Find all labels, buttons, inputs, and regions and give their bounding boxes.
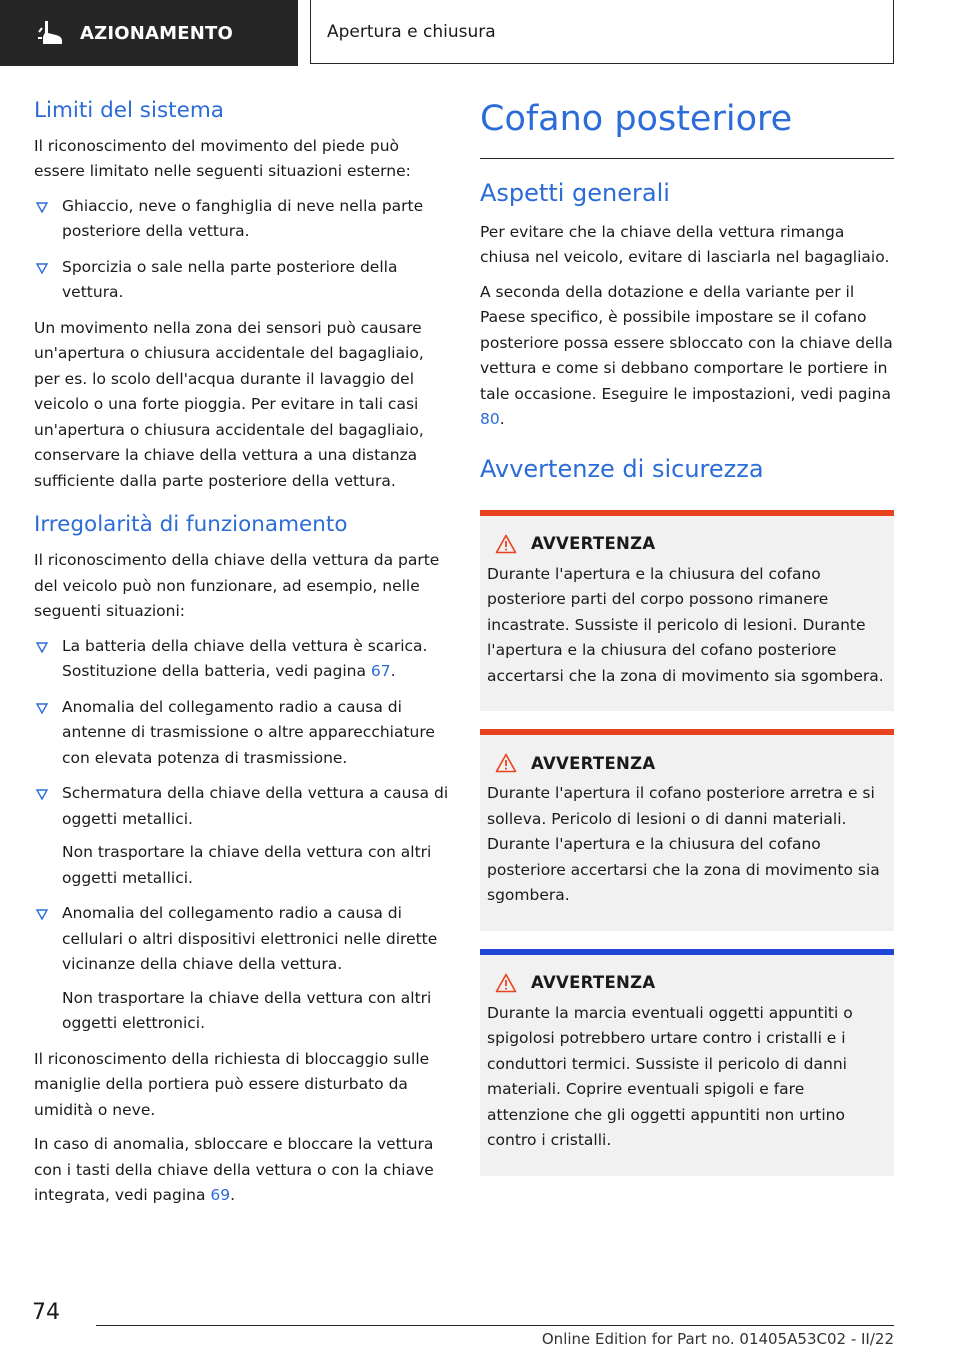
warning-title: AVVERTENZA [531,534,656,554]
triangle-bullet-icon [36,202,48,213]
general-para-1: Per evitare che la chiave della vettura rimanga chiusa nel veicolo, evitare di lasciarla nel bagagliaio. [480,222,890,267]
page-number: 74 [32,1300,60,1325]
warning-text: Durante l'apertura e la chiusura del cofano posteriore parti del corpo possono rimanere incastrate. Sussiste il pericolo di lesioni. Durante l'apertura e la chiusura del cofano posteriore accertarsi che la zona di movimento sia sgombera. [487,564,884,685]
foot-gesture-icon [36,18,66,48]
list-item [34,781,452,891]
warning-triangle-icon [495,753,517,773]
left-column [34,98,452,1218]
list-item-text: Anomalia del collegamento radio a causa di antenne di trasmissione o altre apparecchiature con elevata potenza di trasmissione. [62,697,435,767]
warning-box [480,510,894,712]
edition-note: Online Edition for Part no. 01405A53C02 - II/22 [541,1330,894,1348]
warning-triangle-icon [495,534,517,554]
limits-intro: Il riconoscimento del movimento del piede può essere limitato nelle seguenti situazioni esterne: [34,136,411,181]
chapter-header [310,0,894,64]
list-item [34,255,452,306]
warning-title: AVVERTENZA [531,973,656,993]
safety-heading: Avvertenze di sicurezza [480,454,764,483]
general-para-2: A seconda della dotazione e della variante per il Paese specifico, è possibile impostare se il cofano posteriore possa essere sbloccato con la chiave della vettura e come si debbano comportare le portiere in tale occasione. Eseguire le impostazioni, vedi pagina 80. [480,282,893,429]
triangle-bullet-icon [36,642,48,653]
list-item: La batteria della chiave della vettura è scarica. Sostituzione della batteria, vedi pagina 67. [34,634,452,685]
limits-heading: Limiti del sistema [34,98,224,123]
chapter-title: Apertura e chiusura [327,21,496,42]
malfunction-intro: Il riconoscimento della chiave della vettura da parte del veicolo può non funzionare, ad esempio, nelle seguenti situazioni: [34,551,440,621]
warning-triangle-icon [495,973,517,993]
malfunction-heading: Irregolarità di funzionamento [34,512,348,538]
list-item-text: Ghiaccio, neve o fanghiglia di neve nella parte posteriore della vettura. [62,196,424,241]
list-item [34,901,452,1037]
tailgate-heading: Cofano posteriore [480,99,793,139]
page-link-80[interactable]: 80 [480,410,500,429]
warning-text: Durante l'apertura il cofano posteriore arretra e si solleva. Pericolo di lesioni o di danni materiali. Durante l'apertura e la chiusura del cofano posteriore accertarsi che la zona di movimento sia sgombera. [487,784,880,905]
list-item-text: La batteria della chiave della vettura è scarica. Sostituzione della batteria, vedi pagina [62,636,428,681]
malfunction-para-1: Il riconoscimento della richiesta di bloccaggio sulle maniglie della portiera può essere disturbato da umidità o neve. [34,1049,430,1119]
heading-divider [480,158,894,159]
limits-outro: Un movimento nella zona dei sensori può causare un'apertura o chiusura accidentale del bagagliaio, per es. lo scolo dell'acqua durante il lavaggio del veicolo o una forte pioggia. Per evitare in tali casi un'apertura o chiusura accidentale del bagagliaio, conservare la chiave della vettura a una distanza sufficiente dalla parte posteriore della vettura. [34,318,424,490]
section-tab-label: AZIONAMENTO [80,22,234,44]
warning-box [480,949,894,1176]
triangle-bullet-icon [36,789,48,800]
malfunction-list [34,634,452,1037]
warning-title: AVVERTENZA [531,753,656,773]
list-item [34,695,452,772]
triangle-bullet-icon [36,703,48,714]
footer-divider [96,1325,894,1326]
limits-list [34,194,452,306]
section-tab [0,0,298,66]
page-link-67[interactable]: 67 [370,662,391,681]
list-item-note: Non trasportare la chiave della vettura con altri oggetti elettronici. [62,988,432,1033]
malfunction-para-2: In caso di anomalia, sbloccare e bloccare la vettura con i tasti della chiave della vettura o con la chiave integrata, vedi pagina 69. [34,1135,434,1205]
list-item-text: Sporcizia o sale nella parte posteriore della vettura. [62,257,398,302]
page-link-69[interactable]: 69 [210,1186,231,1205]
list-item-note: Non trasportare la chiave della vettura con altri oggetti metallici. [62,843,432,887]
list-item [34,194,452,245]
general-heading: Aspetti generali [480,179,670,207]
list-item-text: Anomalia del collegamento radio a causa di cellulari o altri dispositivi elettronici nelle dirette vicinanze della chiave della vettura. [62,904,438,974]
triangle-bullet-icon [36,909,48,920]
warning-text: Durante la marcia eventuali oggetti appuntiti o spigolosi potrebbero urtare contro i cristalli e i conduttori termici. Sussiste il pericolo di danni materiali. Coprire eventuali spigoli e fare attenzione che gli oggetti appuntiti non urtino contro i cristalli. [487,1003,853,1150]
list-item-text: Schermatura della chiave della vettura a causa di oggetti metallici. [62,784,449,828]
right-column [480,98,894,1194]
triangle-bullet-icon [36,263,48,274]
warning-box [480,729,894,931]
